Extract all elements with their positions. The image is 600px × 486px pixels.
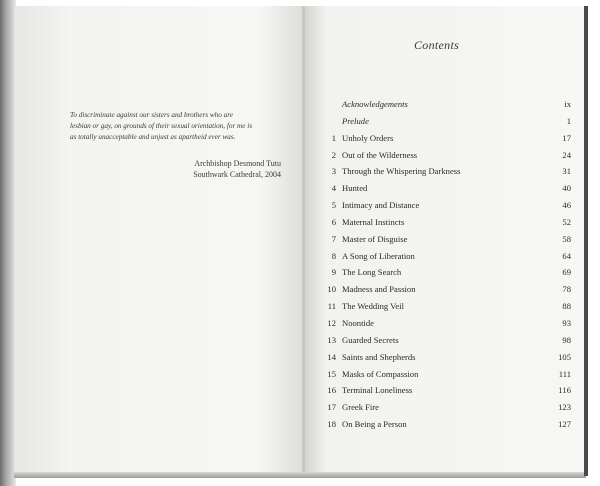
- toc-chapter-title: Unholy Orders: [342, 132, 394, 143]
- quote-line: To discriminate against our sisters and brothers who are: [70, 111, 233, 119]
- toc-page-number: 69: [562, 267, 571, 278]
- epigraph-place: Southwark Cathedral, 2004: [193, 170, 281, 179]
- toc-page-number: 127: [558, 419, 571, 430]
- toc-chapter-title: Through the Whispering Darkness: [342, 166, 461, 177]
- toc-page-number: 40: [562, 183, 571, 194]
- toc-chapter-title: The Wedding Veil: [342, 301, 405, 312]
- toc-chapter-title: Greek Fire: [342, 402, 379, 413]
- toc-page-number: 88: [562, 301, 571, 312]
- toc-chapter-number: 13: [327, 334, 336, 345]
- toc-chapter-number: 11: [327, 301, 336, 312]
- toc-entry: [318, 298, 580, 315]
- toc-chapter-title: Noontide: [342, 317, 374, 328]
- toc-chapter-number: 15: [327, 368, 336, 379]
- table-of-contents: [318, 96, 580, 433]
- toc-page-number: 17: [562, 132, 571, 143]
- toc-chapter-number: 10: [327, 284, 336, 295]
- toc-chapter-title: Out of the Wilderness: [342, 149, 418, 160]
- toc-chapter-number: 16: [327, 385, 336, 396]
- toc-chapter-title: Madness and Passion: [342, 284, 416, 295]
- toc-chapter-title: Prelude: [342, 115, 369, 126]
- epigraph-author: Archbishop Desmond Tutu: [194, 159, 281, 168]
- toc-page-number: 46: [562, 200, 571, 211]
- toc-entry: [318, 315, 580, 332]
- toc-chapter-number: 5: [331, 200, 336, 211]
- toc-chapter-title: Hunted: [342, 183, 368, 194]
- toc-chapter-title: The Long Search: [342, 267, 402, 278]
- toc-chapter-number: 4: [331, 183, 336, 194]
- toc-entry: [318, 147, 580, 164]
- toc-chapter-title: Acknowledgements: [342, 99, 408, 109]
- toc-entry: [318, 416, 580, 433]
- toc-chapter-number: 9: [331, 267, 336, 278]
- toc-page-number: 58: [562, 233, 571, 244]
- toc-chapter-title: Saints and Shepherds: [342, 351, 416, 362]
- toc-page-number: ix: [564, 99, 571, 109]
- toc-entry: [318, 349, 580, 366]
- toc-chapter-number: 17: [327, 402, 336, 413]
- toc-entry: [318, 248, 580, 265]
- toc-chapter-title: Masks of Compassion: [342, 368, 419, 379]
- contents-heading: Contents: [414, 38, 460, 52]
- book-gutter: [302, 6, 305, 474]
- page-right-edge: [584, 6, 588, 476]
- epigraph: [70, 110, 295, 179]
- toc-entry: [318, 113, 580, 130]
- toc-entry: [318, 130, 580, 147]
- toc-entry: [318, 264, 580, 281]
- toc-page-number: 116: [558, 385, 571, 396]
- toc-page-number: 78: [562, 284, 571, 295]
- toc-entry: [318, 382, 580, 399]
- toc-entry: [318, 399, 580, 416]
- toc-page-number: 24: [562, 149, 571, 160]
- toc-page-number: 105: [558, 351, 571, 362]
- toc-chapter-title: Guarded Secrets: [342, 334, 399, 345]
- toc-page-number: 52: [562, 216, 571, 227]
- toc-page-number: 93: [562, 317, 571, 328]
- toc-page-number: 64: [562, 250, 571, 261]
- quote-line: lesbian or gay, on grounds of their sexual orientation, for me is: [70, 122, 253, 130]
- toc-chapter-number: 18: [327, 419, 336, 430]
- left-page: [14, 6, 304, 474]
- toc-page-number: 111: [558, 368, 571, 379]
- toc-entry: [318, 231, 580, 248]
- toc-chapter-number: 12: [327, 317, 336, 328]
- toc-page-number: 31: [562, 166, 571, 177]
- toc-entry: [318, 197, 580, 214]
- toc-chapter-title: Intimacy and Distance: [342, 200, 420, 211]
- toc-entry: [318, 180, 580, 197]
- toc-chapter-number: 2: [331, 149, 336, 160]
- toc-page-number: 123: [558, 402, 571, 413]
- toc-chapter-title: Master of Disguise: [342, 233, 408, 244]
- toc-chapter-title: Terminal Loneliness: [342, 385, 413, 396]
- toc-chapter-number: 6: [331, 216, 336, 227]
- toc-chapter-number: 1: [331, 132, 336, 143]
- toc-entry: [318, 281, 580, 298]
- toc-entry: [318, 366, 580, 383]
- toc-chapter-number: 8: [331, 250, 336, 261]
- toc-chapter-title: Maternal Instincts: [342, 216, 405, 227]
- toc-chapter-number: 3: [331, 166, 336, 177]
- toc-chapter-number: 14: [327, 351, 336, 362]
- toc-page-number: 98: [562, 334, 571, 345]
- toc-page-number: 1: [566, 115, 571, 126]
- toc-chapter-title: On Being a Person: [342, 419, 407, 430]
- toc-entry: [318, 163, 580, 180]
- toc-chapter-title: A Song of Liberation: [342, 250, 415, 261]
- page-bottom-edge: [14, 472, 586, 478]
- toc-chapter-number: 7: [331, 233, 336, 244]
- toc-entry: [318, 96, 580, 113]
- epigraph-quote: [70, 110, 295, 143]
- quote-line: as totally unacceptable and unjust as apartheid ever was.: [70, 133, 236, 141]
- toc-entry: [318, 214, 580, 231]
- toc-entry: [318, 332, 580, 349]
